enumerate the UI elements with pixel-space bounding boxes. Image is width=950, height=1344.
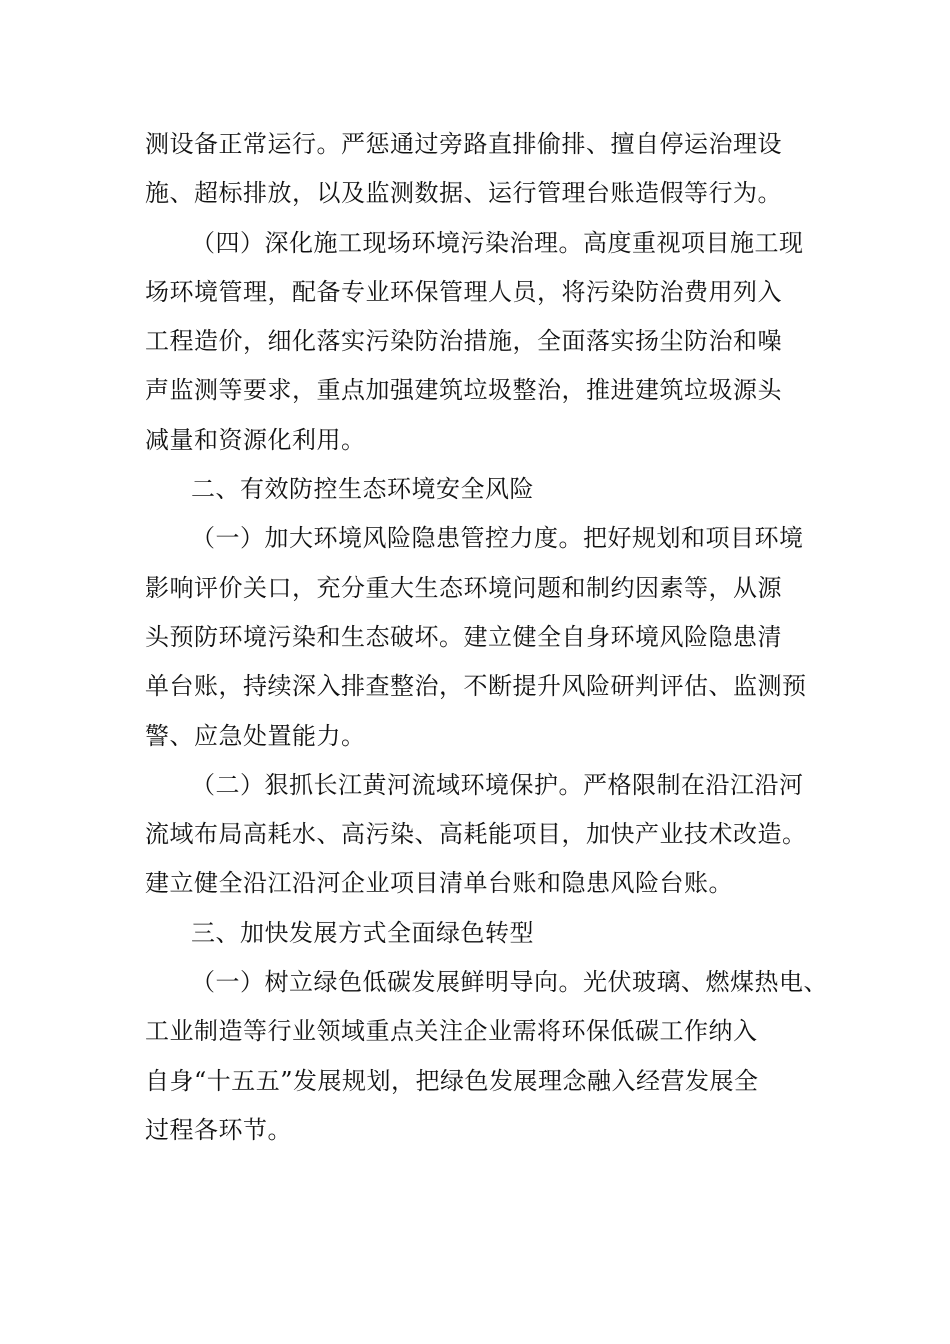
text-line: 施、超标排放，以及监测数据、运行管理台账造假等行为。: [145, 179, 782, 208]
text-line: 声监测等要求，重点加强建筑垃圾整治，推进建筑垃圾源头: [145, 376, 782, 405]
text-line: 建立健全沿江沿河企业项目清单台账和隐患风险台账。: [145, 869, 733, 898]
section-heading: [145, 465, 810, 514]
text-line: （一）树立绿色低碳发展鲜明导向。光伏玻璃、燃煤热电、: [191, 968, 828, 997]
text-line: （四）深化施工现场环境污染治理。高度重视项目施工现: [191, 228, 804, 257]
document-page: [145, 120, 828, 1155]
text-line: 过程各环节。: [145, 1115, 292, 1144]
section-heading: [145, 909, 810, 958]
text-line: 场环境管理，配备专业环保管理人员，将污染防治费用列入: [145, 277, 782, 306]
text-line: 工业制造等行业领域重点关注企业需将环保低碳工作纳入: [145, 1017, 758, 1046]
text-line: （一）加大环境风险隐患管控力度。把好规划和项目环境: [191, 524, 804, 553]
body-paragraph: [145, 120, 810, 219]
text-line: 影响评价关口，充分重大生态环境问题和制约因素等，从源: [145, 573, 782, 602]
body-paragraph: [145, 958, 828, 1155]
text-line: 二、有效防控生态环境安全风险: [191, 475, 534, 504]
text-line: 警、应急处置能力。: [145, 721, 366, 750]
text-line: 流域布局高耗水、高污染、高耗能项目，加快产业技术改造。: [145, 820, 807, 849]
text-line: 减量和资源化利用。: [145, 425, 366, 454]
text-line: 头预防环境污染和生态破坏。建立健全自身环境风险隐患清: [145, 622, 782, 651]
text-line: （二）狠抓长江黄河流域环境保护。严格限制在沿江沿河: [191, 770, 804, 799]
body-paragraph: [145, 514, 810, 760]
body-paragraph: [145, 761, 810, 909]
text-line: 测设备正常运行。严惩通过旁路直排偷排、擅自停运治理设: [145, 130, 782, 158]
text-line: 三、加快发展方式全面绿色转型: [191, 918, 534, 947]
body-paragraph: [145, 219, 810, 465]
text-line: 工程造价，细化落实污染防治措施，全面落实扬尘防治和噪: [145, 327, 782, 356]
text-line: 单台账，持续深入排查整治，不断提升风险研判评估、监测预: [145, 672, 807, 701]
text-line: 自身“十五五”发展规划，把绿色发展理念融入经营发展全: [145, 1066, 759, 1095]
